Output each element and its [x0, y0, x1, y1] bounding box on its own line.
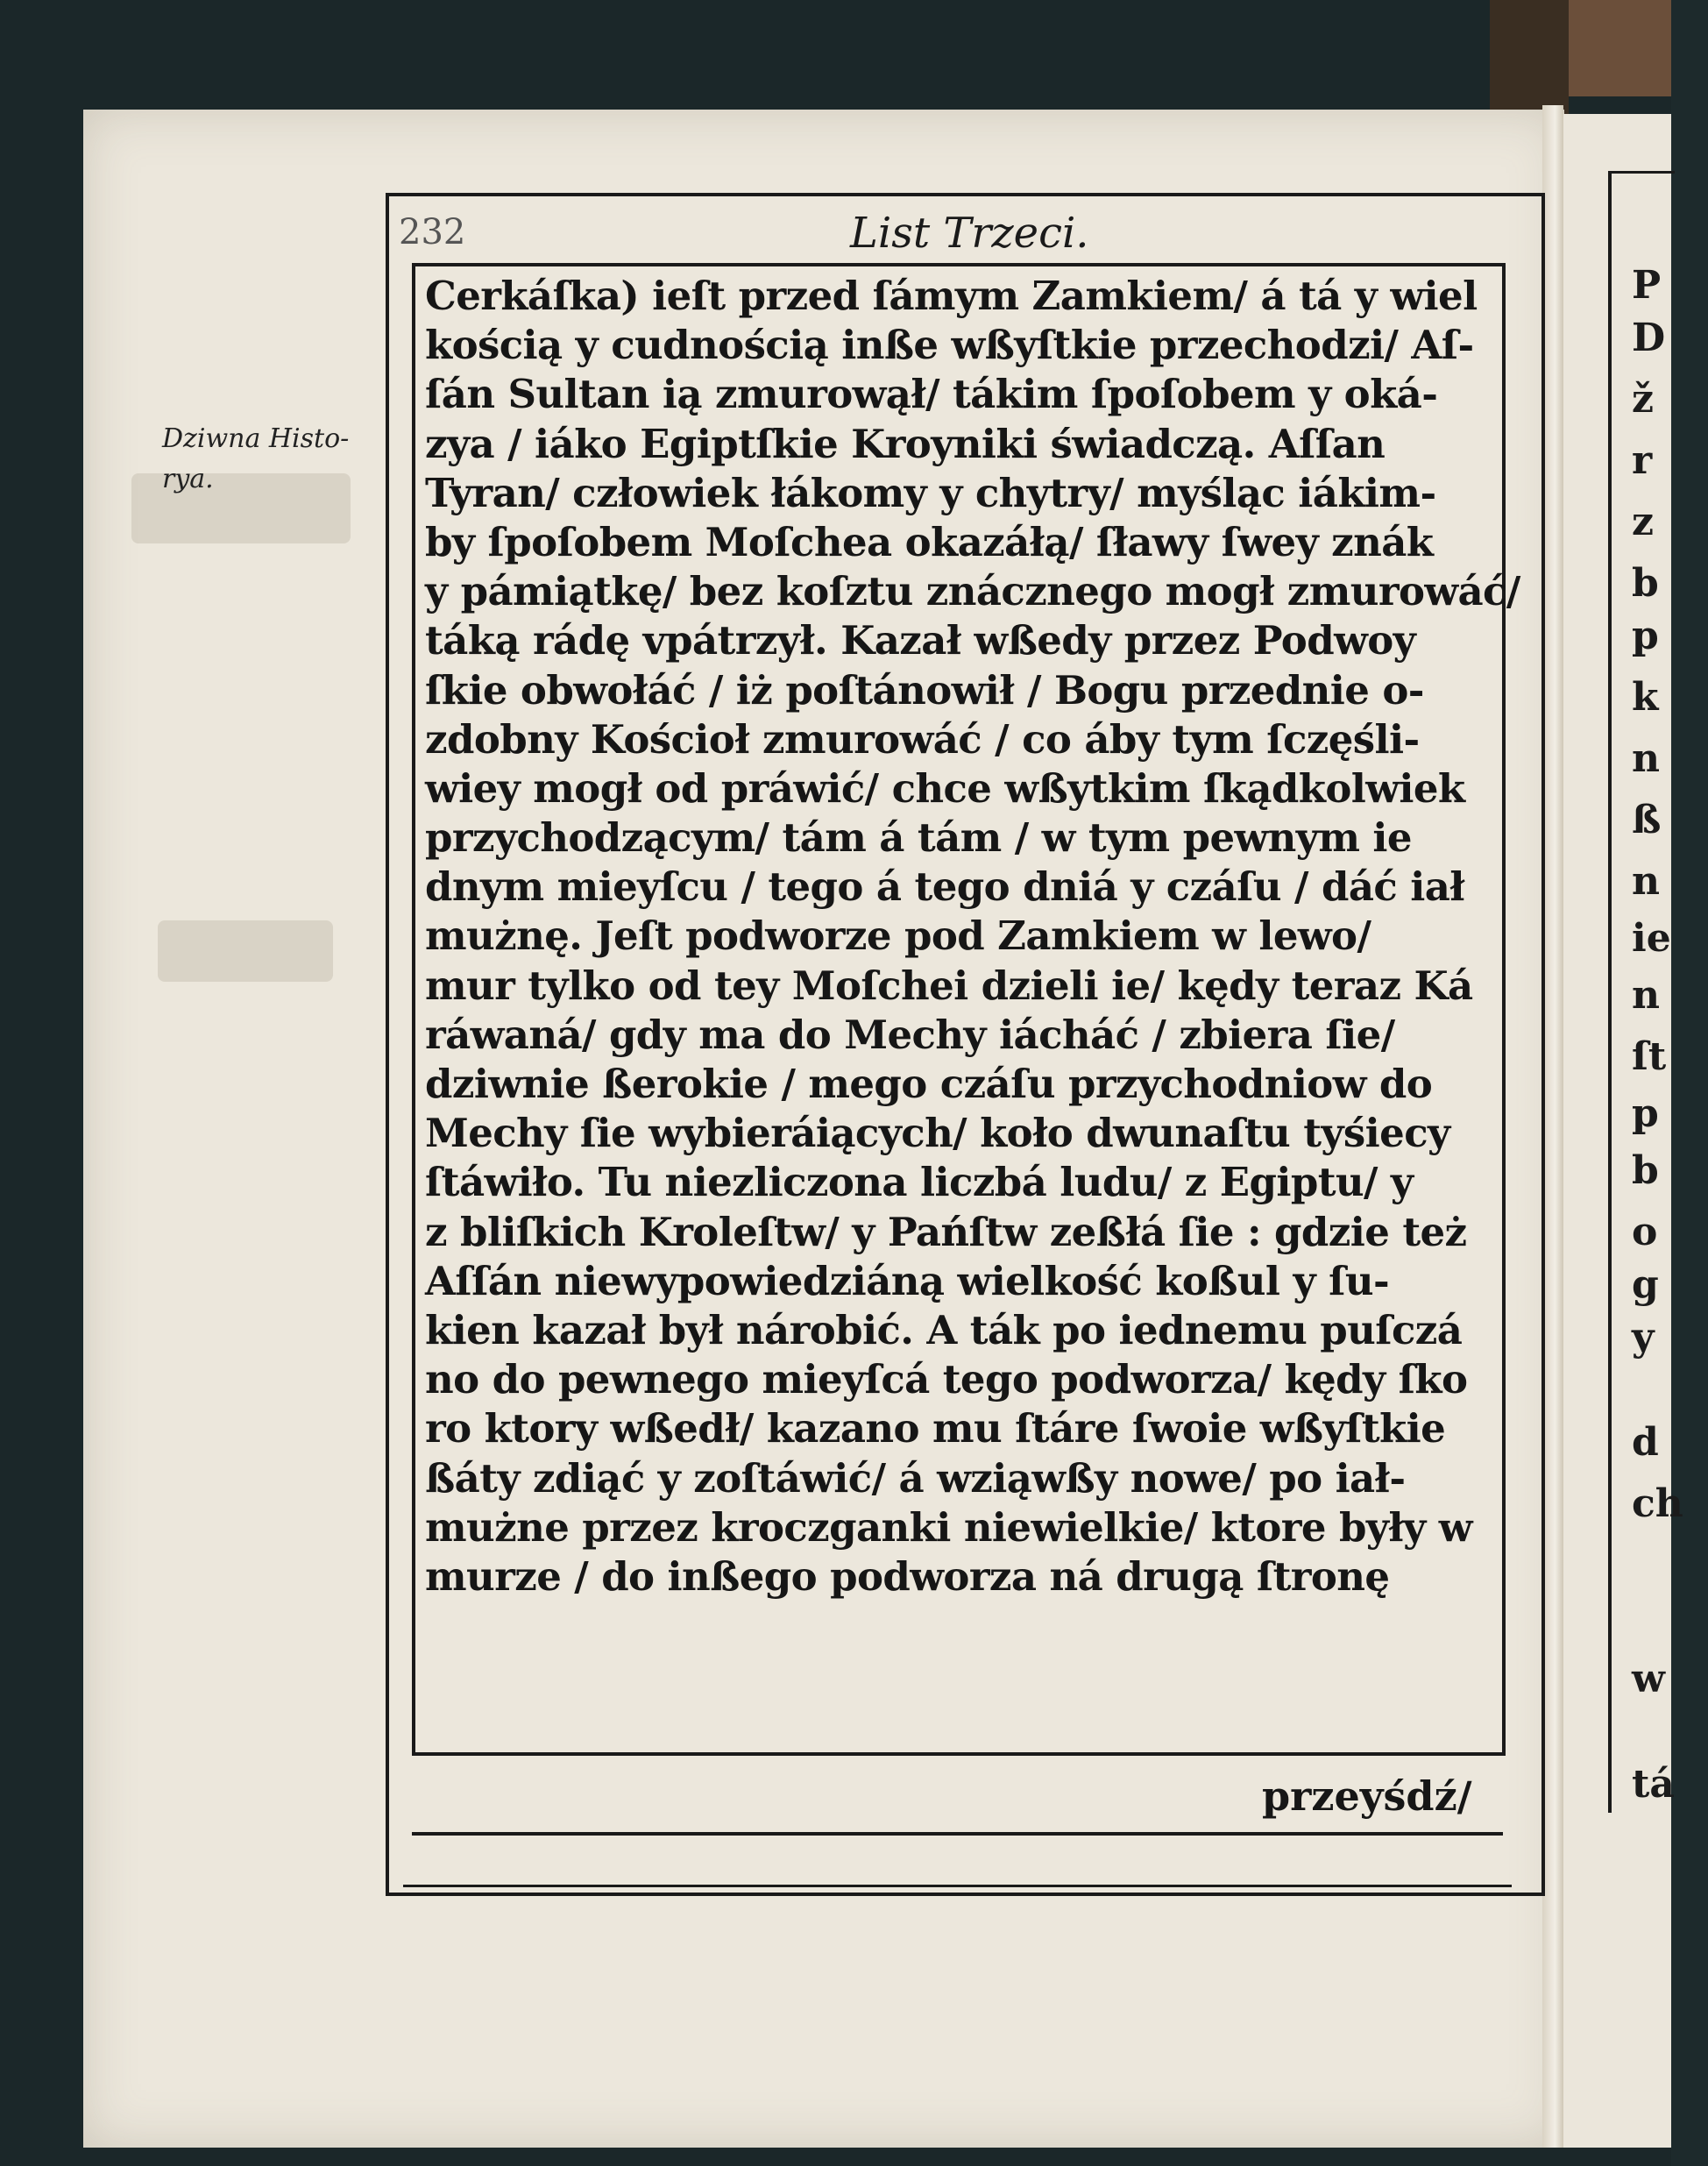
- facing-page-fragment: n: [1632, 736, 1660, 781]
- body-text: [425, 272, 1520, 1601]
- text-line: mużnę. Jeſt podworze pod Zamkiem w lewo/: [425, 913, 1371, 960]
- text-line: by ſpoſobem Moſchea okazáłą/ ſławy ſwey znák: [425, 518, 1434, 565]
- text-line: Cerkáſka) ieſt przed ſámym Zamkiem/ á tá y wiel: [425, 273, 1478, 319]
- facing-page-fragment: p: [1632, 1091, 1659, 1136]
- text-line: y pámiątkę/ bez koſztu znácznego mogł zmurowáć/: [425, 568, 1520, 615]
- text-line: ſán Sultan ią zmurowął/ tákim ſpoſobem y oká-: [425, 371, 1438, 418]
- text-line: ßáty zdiąć y zoſtáwić/ á wziąwßy nowe/ po iał-: [425, 1454, 1406, 1502]
- text-line: Tyran/ człowiek łákomy y chytry/ myśląc iákim-: [425, 469, 1436, 516]
- text-line: mur tylko od tey Moſchei dzieli ie/ kędy teraz Ká: [425, 962, 1473, 1009]
- page-number: 232: [399, 212, 466, 252]
- text-line: dziwnie ßerokie / mego czáſu przychodniow do: [425, 1061, 1433, 1107]
- facing-page-fragment: ſt: [1632, 1034, 1667, 1079]
- bottom-rule: [412, 1832, 1503, 1836]
- text-line: zdobny Kościoł zmurowáć / co áby tym ſczęśli-: [425, 715, 1420, 763]
- text-line: táką rádę vpátrzył. Kazał wßedy przez Podwoy: [425, 617, 1416, 664]
- facing-page-fragment: n: [1632, 973, 1660, 1018]
- text-line: zya / iáko Egiptſkie Kroyniki świadczą. Aſſan: [425, 420, 1386, 467]
- facing-page-fragment: g: [1632, 1262, 1659, 1307]
- show-through-stain: [158, 920, 333, 982]
- text-line: kien kazał był nárobić. A ták po iednemu puſczá: [425, 1306, 1463, 1353]
- text-line: murze / do inßego podworza ná drugą ſtronę: [425, 1552, 1390, 1600]
- text-line: przychodzącym/ tám á tám / w tym pewnym ie: [425, 814, 1412, 862]
- facing-page-fragment: tá: [1632, 1762, 1675, 1807]
- text-line: ráwaná/ gdy ma do Mechy iácháć / zbiera ſie/: [425, 1011, 1395, 1058]
- text-line: wiey mogł od práwić/ chce wßytkim ſkądkolwiek: [425, 764, 1465, 812]
- facing-page-fragment: z: [1632, 500, 1654, 544]
- facing-page-fragment: D: [1632, 316, 1666, 360]
- facing-page-fragment: y: [1632, 1315, 1655, 1360]
- text-line: z bliſkich Kroleſtw/ y Pańſtw zeßłá ſie : gdzie też: [425, 1208, 1467, 1255]
- text-line: ſtáwiło. Tu niezliczona liczbá ludu/ z Egiptu/ y: [425, 1159, 1414, 1206]
- facing-page-fragment: p: [1632, 614, 1659, 658]
- facing-page-fragment: o: [1632, 1210, 1658, 1254]
- book-gutter: [1542, 105, 1563, 2148]
- facing-page-fragment: ß: [1632, 798, 1662, 842]
- facing-page-fragment: k: [1632, 675, 1659, 720]
- text-line: ro ktory wßedł/ kazano mu ſtáre ſwoie wßyſtkie: [425, 1405, 1446, 1452]
- bottom-rule-outer: [403, 1885, 1512, 1887]
- margin-note: Dziwna Histo-rya.: [162, 423, 350, 494]
- facing-page-fragment: ie: [1632, 916, 1671, 961]
- facing-page-fragment: n: [1632, 859, 1660, 904]
- text-line: ſkie obwołáć / iż poſtánowił / Bogu przednie o-: [425, 666, 1424, 714]
- facing-page-fragment: w: [1632, 1657, 1665, 1701]
- facing-page-fragment: ch: [1632, 1481, 1683, 1526]
- text-line: dnym mieyſcu / tego á tego dniá y czáſu / dáć iał: [425, 863, 1465, 911]
- facing-page-fragment: b: [1632, 1148, 1659, 1193]
- text-line: Aſſán niewypowiedziáną wielkość koßul y ſu-: [425, 1257, 1390, 1304]
- facing-page-fragment: d: [1632, 1420, 1659, 1465]
- facing-page-fragment: ž: [1632, 377, 1654, 422]
- text-line: mużne przez kroczganki niewielkie/ ktore były w: [425, 1503, 1472, 1551]
- facing-page-fragment: P: [1632, 263, 1662, 308]
- facing-page-fragment: b: [1632, 561, 1659, 606]
- text-line: Mechy ſie wybieráiących/ koło dwunaſtu tyśiecy: [425, 1110, 1450, 1157]
- book-edge-top: [1490, 0, 1569, 114]
- catchword: przeyśdź/: [1262, 1772, 1472, 1820]
- text-line: kością y cudnością inße wßyſtkie przechodzi/ Aſ-: [425, 322, 1474, 369]
- running-head: List Trzeci.: [850, 209, 1089, 258]
- book-cover-edge: [1569, 0, 1671, 96]
- facing-page-fragment: r: [1632, 438, 1653, 483]
- text-line: no do pewnego mieyſcá tego podworza/ kędy ſko: [425, 1356, 1468, 1403]
